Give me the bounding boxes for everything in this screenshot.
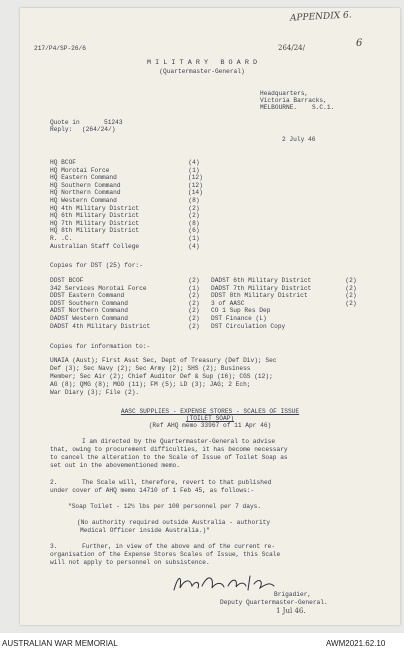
list-item: R. .C.	[50, 235, 73, 242]
paragraph-1-line: to cancel the alteration to the Scale of Issue of Toilet Soap as	[50, 454, 288, 461]
list-count: (2)	[345, 299, 357, 307]
list-item: DADST 4th Military District	[50, 322, 151, 330]
handwritten-signature	[168, 570, 288, 596]
paragraph-3-line: organisation of the Expense Stores Scales of Issue, this Scale	[50, 551, 281, 558]
paragraph-2-number: 2.	[50, 479, 58, 486]
list-item: CO 1 Sup Res Dep	[211, 307, 271, 315]
list-count: (1)	[188, 284, 200, 292]
list-item: HQ 4th Military District	[50, 204, 140, 212]
list-count: (2)	[188, 292, 200, 300]
list-item: DADST 6th Military District	[211, 277, 312, 284]
paragraph-1-line: I am directed by the Quartermaster-General to advise	[82, 438, 276, 445]
signatory-title: Deputy Quartermaster-General.	[220, 599, 328, 606]
list-count: (2)	[345, 277, 357, 284]
list-count: (2)	[345, 284, 357, 292]
ref-annotation: 264/24/	[278, 44, 305, 52]
list-item: HQ Southern Command	[50, 181, 121, 189]
scale-note-line: (No authority required outside Australia - authority	[77, 519, 271, 526]
list-item: HQ Western Command	[50, 197, 117, 204]
list-count: (12)	[188, 181, 203, 189]
list-count: (1)	[188, 166, 200, 174]
list-count: (2)	[188, 299, 200, 307]
list-item: 342 Services Morotai Force	[50, 284, 147, 292]
paragraph-3-line: Further, in view of the above and of the current re-	[82, 543, 276, 550]
list-item: HQ 6th Military District	[50, 212, 140, 220]
copies-heading: Copies for DST (25) for:-	[50, 262, 143, 269]
list-count: (2)	[345, 292, 357, 300]
list-count: (2)	[188, 307, 200, 315]
page-mark-annotation: 6	[356, 38, 363, 49]
info-line: Def (3); Sec Navy (2); Sec Army (2); SHS (2); Business	[50, 365, 251, 372]
list-count: (2)	[188, 315, 200, 322]
paragraph-2-line: The Scale will, therefore, revert to that published	[82, 479, 272, 486]
list-count: (8)	[188, 197, 200, 204]
list-count: (4)	[188, 159, 200, 166]
list-count: (2)	[188, 277, 200, 284]
subject-line-1: AASC SUPPLIES - EXPENSE STORES - SCALES OF ISSUE	[120, 408, 300, 415]
list-count: (6)	[188, 227, 200, 235]
document-subtitle: (Quartermaster-General)	[159, 68, 245, 75]
list-item: DADST Western Command	[50, 315, 128, 322]
signature-date: 1 Jul 46.	[276, 607, 306, 615]
address-line-2: Victoria Barracks,	[260, 97, 327, 104]
paragraph-3-line: will not apply to personnel on subsistence.	[50, 559, 210, 566]
list-item: DADST 7th Military District	[211, 284, 312, 292]
appendix-annotation: APPENDIX 6.	[289, 10, 352, 24]
list-item: 3 of AASC	[211, 299, 245, 307]
list-count: (8)	[188, 219, 200, 227]
paragraph-2-line: under cover of AHQ memo 14710 of 1 Feb 45, as follows:-	[50, 487, 255, 494]
paragraph-3-number: 3.	[50, 543, 58, 550]
scale-note-line: Medical Officer inside Australia.)"	[80, 527, 210, 534]
list-count: (14)	[188, 189, 203, 197]
list-item: DDST 8th Military District	[211, 292, 308, 300]
list-count: (2)	[188, 322, 200, 330]
list-count: (4)	[188, 242, 200, 250]
list-item: DST Finance (L)	[211, 315, 267, 322]
list-item: Australian Staff College	[50, 242, 140, 250]
info-line: UNAIA (Aust); First Asst Sec, Dept of Treasury (Def Div); Sec	[50, 357, 277, 364]
reply-value: (264/24/)	[82, 126, 116, 133]
list-item: DDST Eastern Command	[50, 292, 125, 300]
list-item: DDST Southern Command	[50, 299, 128, 307]
list-item: ADST Northern Command	[50, 307, 128, 315]
paragraph-1-line: that, owing to procurement difficulties, it has become necessary	[50, 446, 288, 453]
list-item: HQ BCOF	[50, 159, 76, 166]
archive-footer	[0, 633, 404, 653]
list-count: (1)	[188, 235, 200, 242]
quote-label: Quote in	[50, 119, 80, 126]
info-heading: Copies for information to:-	[50, 343, 151, 350]
document-page	[20, 8, 400, 625]
list-item: HQ 7th Military District	[50, 219, 140, 227]
info-line: War Diary (3); File (2).	[50, 389, 140, 396]
list-item: DST Circulation Copy	[211, 322, 286, 330]
list-count: (2)	[188, 212, 200, 220]
subject-reference: (Ref AHQ memo 33967 of 11 Apr 46)	[148, 422, 272, 429]
address-line-1: Headquarters,	[260, 90, 309, 97]
info-line: AG (8); QMG (8); MGO (11); FM (5); LD (3); JAG; 2 Ech;	[50, 381, 251, 388]
list-item: HQ Morotai Force	[50, 166, 110, 174]
reply-label: Reply:	[50, 126, 73, 133]
list-count: (12)	[188, 174, 203, 182]
subject-line-2: (TOILET SOAP)	[185, 415, 235, 422]
list-item: HQ Eastern Command	[50, 174, 117, 182]
list-item: HQ Northern Command	[50, 189, 121, 197]
info-line: Member; Sec Air (2); Chief Auditor Def & Sup (16); CGS (12);	[50, 373, 273, 380]
quote-value: 51243	[104, 119, 123, 126]
paragraph-1-line: set out in the abovementioned memo.	[50, 462, 180, 469]
document-date: 2 July 46	[282, 136, 316, 143]
document-title: M I L I T A R Y B O A R D	[146, 59, 258, 67]
file-reference: 217/P4/SP-26/6	[34, 45, 86, 52]
footer-accession-number: AWM2021.62.10	[326, 639, 386, 648]
list-count: (2)	[188, 204, 200, 212]
scale-line: "Soap Toilet - 12½ lbs per 100 personnel per 7 days.	[68, 503, 262, 510]
list-item: HQ 8th Military District	[50, 227, 140, 235]
signatory-rank: Brigadier,	[274, 591, 312, 598]
address-line-3: MELBOURNE. S.C.1.	[260, 104, 335, 111]
list-item: DDST BCOF	[50, 277, 84, 284]
footer-institution: AUSTRALIAN WAR MEMORIAL	[2, 639, 118, 648]
